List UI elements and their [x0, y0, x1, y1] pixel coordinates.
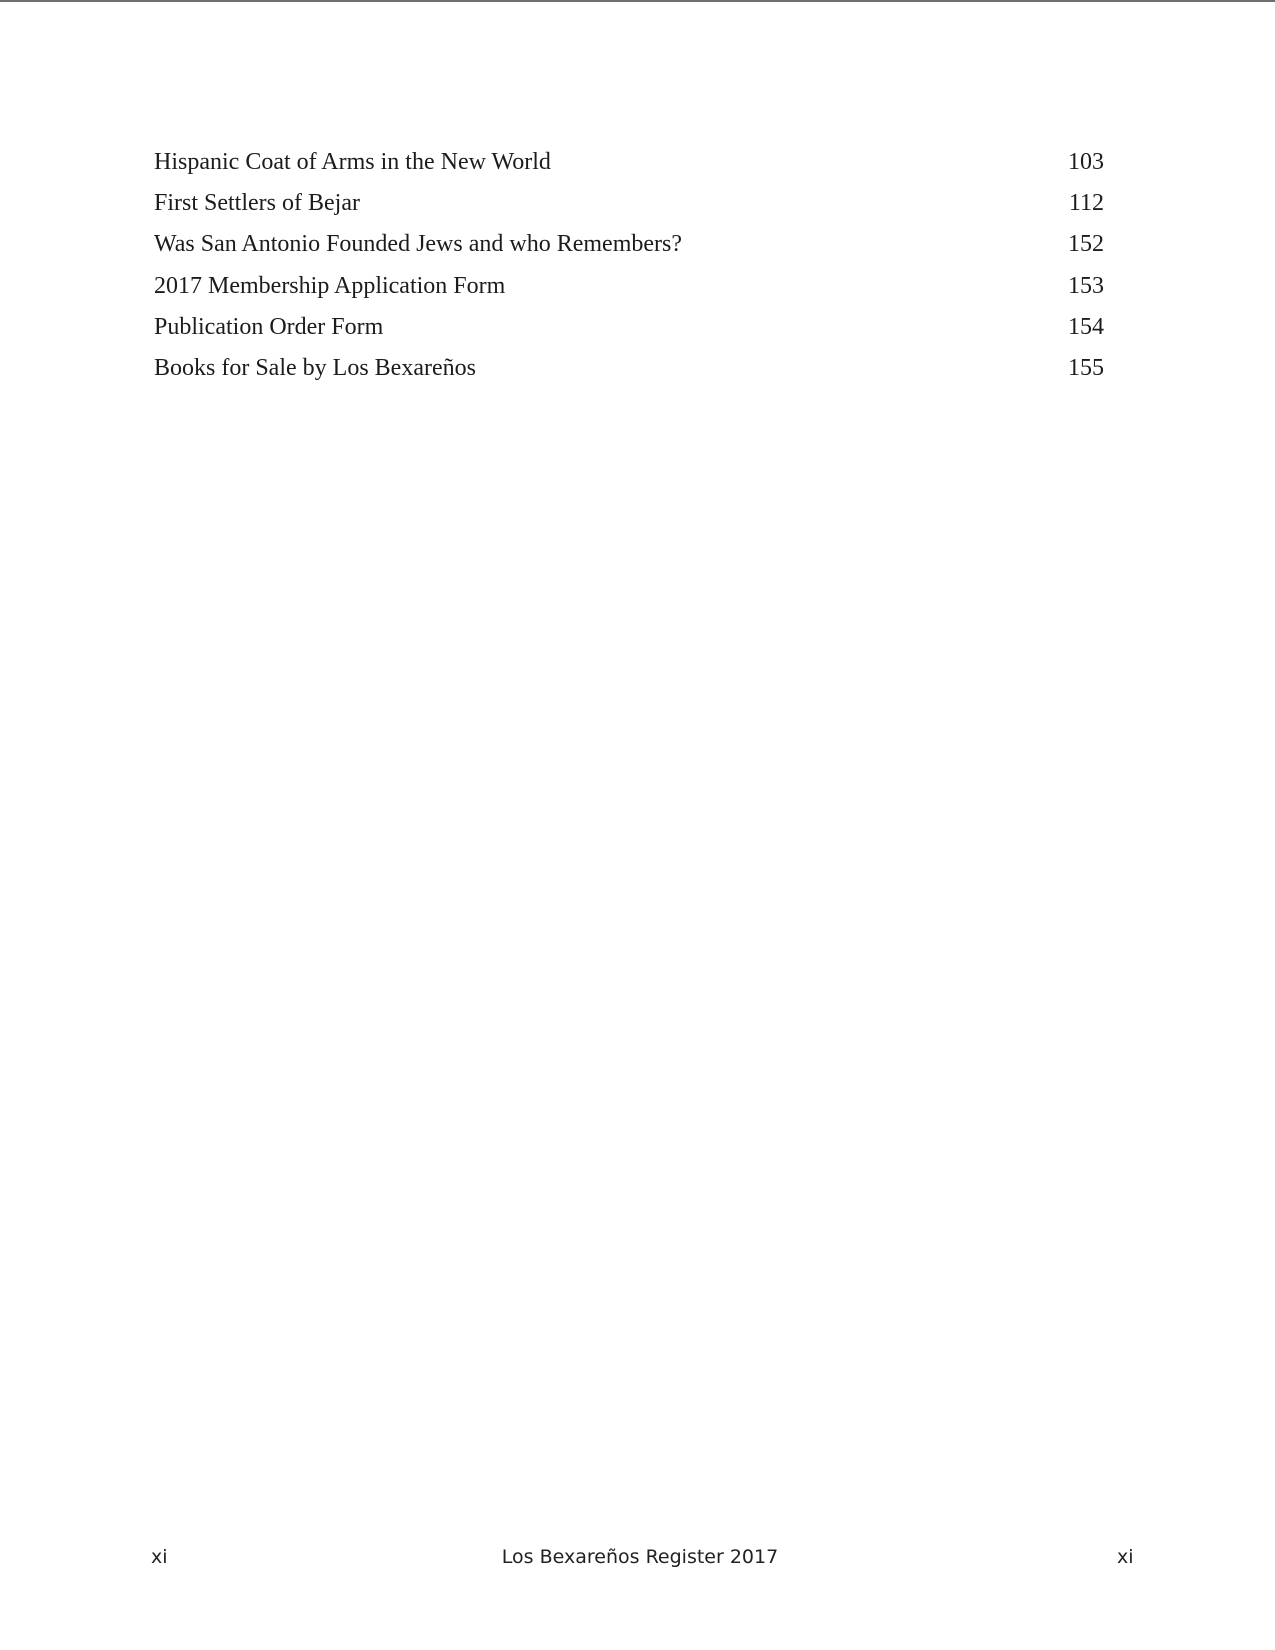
- toc-entry-title: First Settlers of Bejar: [154, 190, 360, 217]
- toc-entry: [154, 147, 1104, 188]
- toc-entry-title: Hispanic Coat of Arms in the New World: [154, 149, 551, 175]
- toc-entry-page: 152: [1068, 231, 1104, 258]
- toc-entry-title: Books for Sale by Los Bexareños: [154, 354, 476, 381]
- toc-entry-title: Was San Antonio Founded Jews and who Remembers?: [154, 231, 682, 258]
- toc-entry-title: 2017 Membership Application Form: [154, 272, 506, 299]
- toc-entry: [154, 353, 1104, 394]
- toc-entry: [154, 188, 1104, 229]
- toc-entry: [154, 312, 1104, 353]
- table-of-contents: [154, 147, 1104, 394]
- toc-entry-page: 155: [1068, 354, 1104, 381]
- toc-entry-page: 112: [1068, 190, 1104, 217]
- page-footer: [0, 1542, 1275, 1572]
- footer-page-number-left: xi: [151, 1546, 168, 1568]
- toc-entry-title: Publication Order Form: [154, 313, 384, 340]
- toc-entry-page: 153: [1068, 272, 1104, 299]
- footer-publication-title: Los Bexareños Register 2017: [501, 1546, 779, 1568]
- toc-entry: [154, 271, 1104, 312]
- toc-entry-page: 154: [1068, 313, 1104, 340]
- toc-entry: [154, 229, 1104, 270]
- toc-entry-page: 103: [1068, 149, 1104, 175]
- scan-edge-line: [0, 0, 1275, 2]
- footer-page-number-right: xi: [1117, 1546, 1134, 1568]
